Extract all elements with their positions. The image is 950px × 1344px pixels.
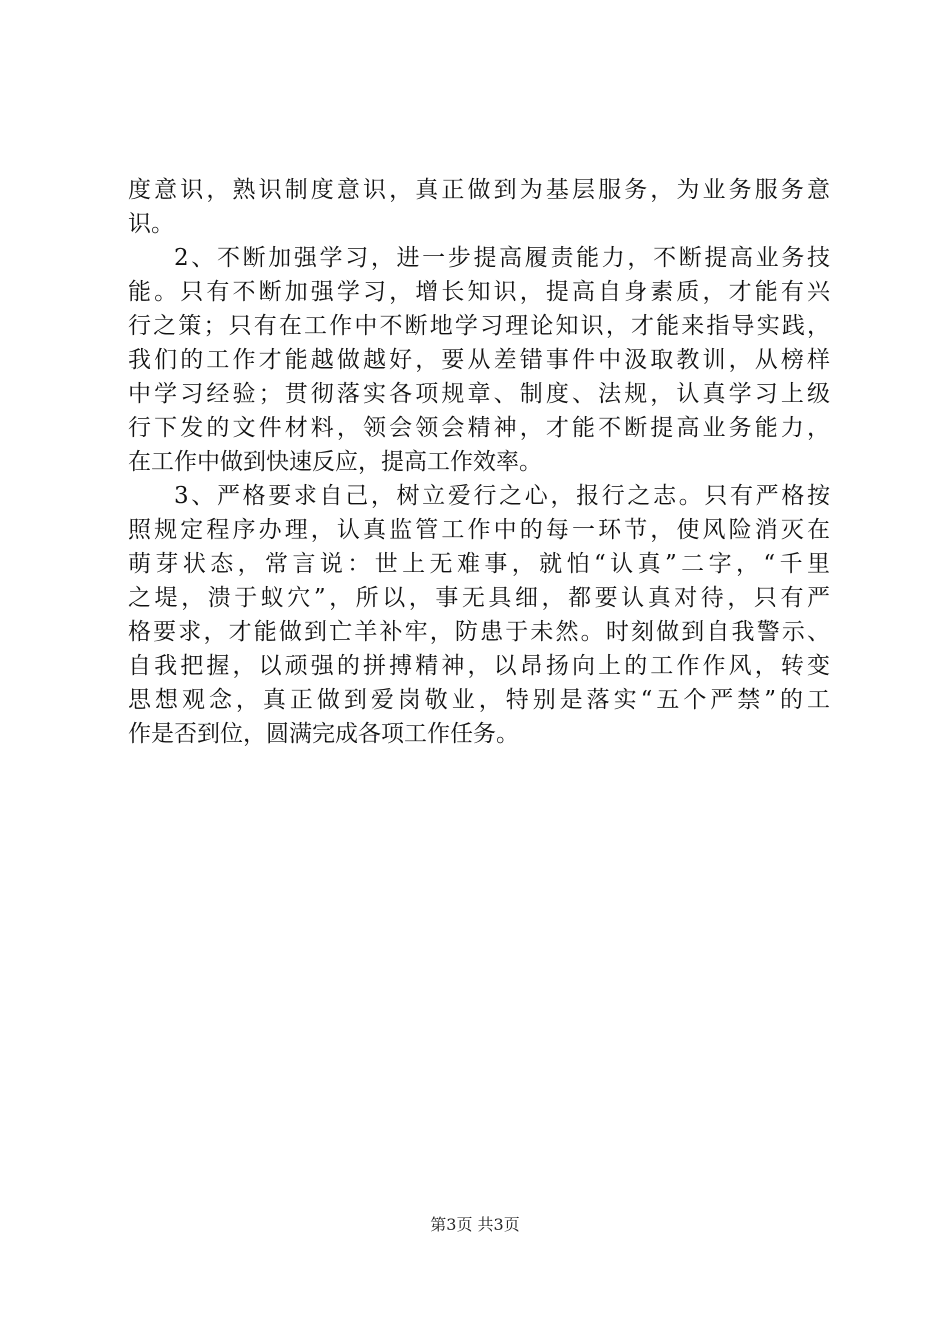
text-line: 之堤，溃于蚁穴”，所以，事无具细，都要认真对待，只有严 [128, 585, 830, 611]
text-line: 识。 [128, 211, 174, 237]
text-line: 在工作中做到快速反应，提高工作效率。 [128, 449, 542, 475]
text-line: 自我把握，以顽强的拼搏精神，以昂扬向上的工作作风，转变 [128, 653, 830, 679]
text-line: 行下发的文件材料，领会领会精神，才能不断提高业务能力， [128, 415, 830, 441]
text-line: 作是否到位，圆满完成各项工作任务。 [128, 721, 519, 747]
text-line: 照规定程序办理，认真监管工作中的每一环节，使风险消灭在 [128, 517, 830, 543]
text-line: 中学习经验；贯彻落实各项规章、制度、法规，认真学习上级 [128, 381, 830, 407]
document-body [128, 173, 830, 751]
text-line: 行之策；只有在工作中不断地学习理论知识，才能来指导实践， [128, 313, 830, 339]
page-number-footer: 第3页 共3页 [430, 1215, 520, 1234]
text-line: 我们的工作才能越做越好，要从差错事件中汲取教训，从榜样 [128, 347, 830, 373]
text-line: 思想观念，真正做到爱岗敬业，特别是落实“五个严禁”的工 [128, 687, 830, 713]
paragraph-2-first-line: 2、不断加强学习，进一步提高履责能力，不断提高业务技 [174, 245, 830, 271]
text-line: 度意识，熟识制度意识，真正做到为基层服务，为业务服务意 [128, 177, 830, 203]
paragraph-3-first-line: 3、严格要求自己，树立爱行之心，报行之志。只有严格按 [174, 483, 830, 509]
text-line: 格要求，才能做到亡羊补牢，防患于未然。时刻做到自我警示、 [128, 619, 830, 645]
text-line: 能。只有不断加强学习，增长知识，提高自身素质，才能有兴 [128, 279, 830, 305]
text-line: 萌芽状态，常言说：世上无难事，就怕“认真”二字，“千里 [128, 551, 830, 577]
